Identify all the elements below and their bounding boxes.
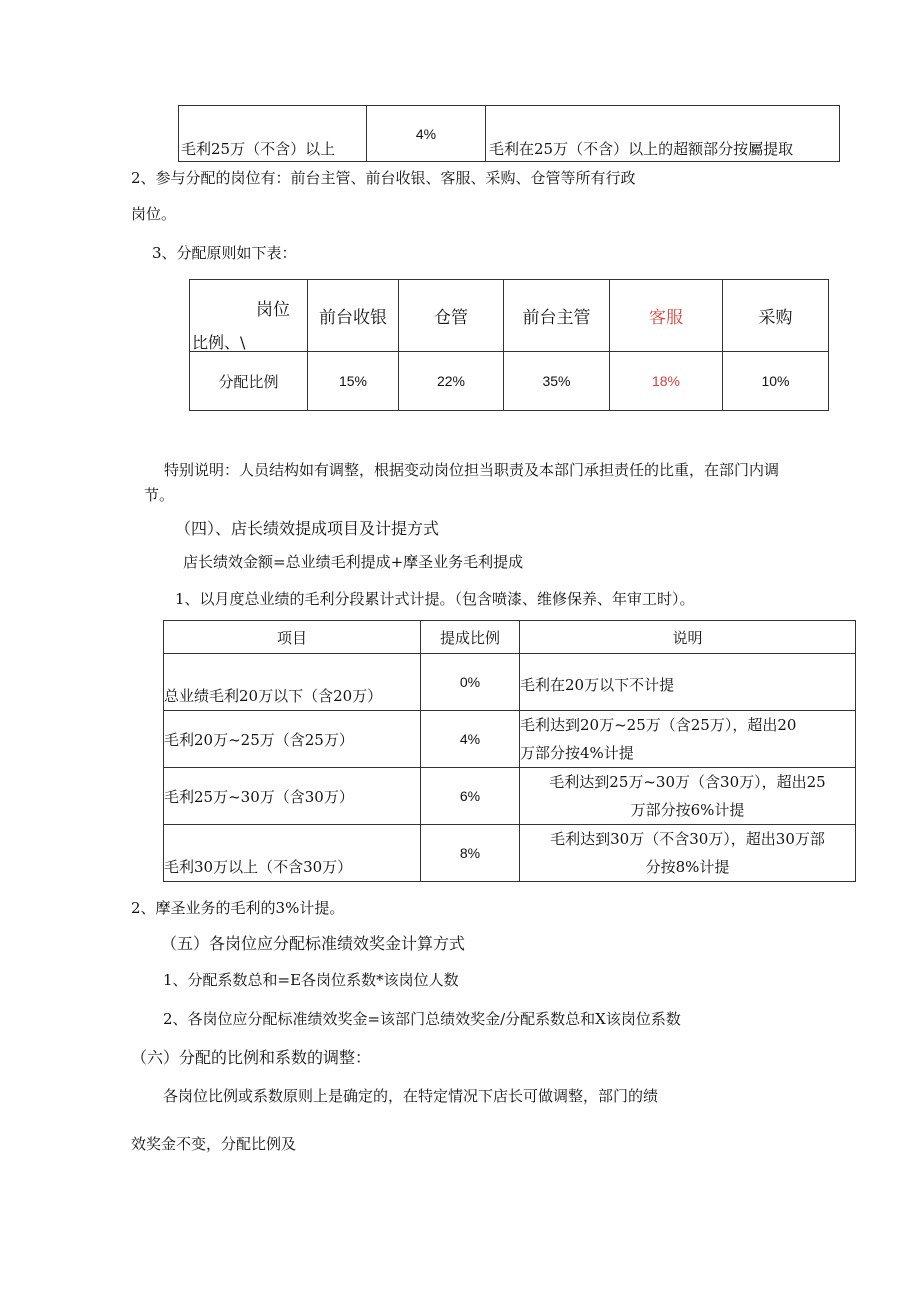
mgr-row3-rate: 6%: [421, 768, 520, 825]
mgr-row1-note: [520, 654, 856, 711]
mgr-header-item: 项目: [164, 621, 421, 654]
ratio-row-label: 分配比例: [190, 352, 308, 411]
section6-title: （六）分配的比例和系数的调整：: [131, 1048, 372, 1067]
ratio-value-cashier: 15%: [308, 352, 399, 411]
mgr-row1-item: 总业绩毛利20万以下（含20万）: [164, 654, 421, 711]
ratio-value-customer-service: 18%: [610, 352, 723, 411]
mgr-row1-rate: 0%: [421, 654, 520, 711]
ratio-header-position: 岗位: [256, 300, 290, 320]
mgr-row2-note-line1: 毛利达到20万~25万（含25万），超出20: [520, 716, 797, 734]
mgr-row4-note-line1: 毛利达到30万（不含30万），超出30万部: [550, 830, 825, 848]
section6-text-line1: 各岗位比例或系数原则上是确定的，在特定情况下店长可做调整，部门的绩: [163, 1087, 659, 1105]
ratio-col-purchasing: 采购: [723, 280, 829, 352]
mgr-row3-note-line1: 毛利达到25万~30万（含30万），超出25: [549, 773, 826, 791]
principle-heading: 3、分配原则如下表：: [152, 244, 297, 262]
mgr-row4-note: [520, 825, 856, 882]
section4-item1: 1、以月度总业绩的毛利分段累计式计提。（包含喷漆、维修保养、年审工时）。: [175, 590, 695, 608]
section5-item2: 2、各岗位应分配标准绩效奖金=该部门总绩效奖金/分配系数总和X该岗位系数: [163, 1010, 681, 1028]
section4-title: （四）、店长绩效提成项目及计提方式: [175, 519, 440, 538]
ratio-header-ratio: 比例、\: [192, 333, 246, 352]
section5-title: （五）各岗位应分配标准绩效奖金计算方式: [161, 934, 466, 953]
top-table-rate: 4%: [367, 106, 486, 162]
ratio-header-corner: [190, 280, 308, 352]
mgr-row2-rate: 4%: [421, 711, 520, 768]
positions-paragraph-line1: 2、参与分配的岗位有：前台主管、前台收银、客服、采购、仓管等所有行政: [131, 169, 636, 187]
section4-formula: 店长绩效金额=总业绩毛利提成+摩圣业务毛利提成: [183, 553, 524, 571]
mgr-row2-item: 毛利20万~25万（含25万）: [164, 711, 421, 768]
section6-text-line2: 效奖金不变，分配比例及: [131, 1135, 297, 1153]
ratio-value-purchasing: 10%: [723, 352, 829, 411]
mgr-row2-note-line2: 万部分按4%计提: [520, 744, 634, 762]
ratio-col-customer-service: 客服: [610, 280, 723, 352]
special-note-line2: 节。: [144, 486, 175, 504]
mgr-row4-rate: 8%: [421, 825, 520, 882]
table-row: [164, 711, 856, 768]
section5-item1: 1、分配系数总和=E各岗位系数*该岗位人数: [163, 971, 459, 989]
mgr-row1-note-line1: 毛利在20万以下不计提: [520, 676, 675, 694]
ratio-value-front-supervisor: 35%: [504, 352, 610, 411]
ratio-col-front-supervisor: 前台主管: [504, 280, 610, 352]
mgr-row4-note-line2: 分按8%计提: [645, 858, 730, 876]
positions-paragraph-line2: 岗位。: [131, 205, 177, 223]
ratio-col-warehouse: 仓管: [399, 280, 504, 352]
section4-item2: 2、摩圣业务的毛利的3%计提。: [131, 899, 345, 917]
top-bonus-table: [178, 105, 840, 162]
mgr-row3-note: [520, 768, 856, 825]
top-table-item: 毛利25万（不含）以上: [179, 106, 367, 162]
mgr-row3-note-line2: 万部分按6%计提: [630, 801, 745, 819]
special-note-line1: 特别说明：人员结构如有调整，根据变动岗位担当职责及本部门承担责任的比重，在部门内调: [164, 461, 780, 479]
manager-commission-table: [163, 620, 856, 882]
mgr-row2-note: [520, 711, 856, 768]
mgr-header-note: 说明: [520, 621, 856, 654]
top-table-note: 毛利在25万（不含）以上的超额部分按屬提取: [486, 106, 840, 162]
table-row: [164, 825, 856, 882]
ratio-col-cashier: 前台收银: [308, 280, 399, 352]
table-row: [164, 654, 856, 711]
ratio-value-warehouse: 22%: [399, 352, 504, 411]
table-row: [164, 768, 856, 825]
mgr-row3-item: 毛利25万~30万（含30万）: [164, 768, 421, 825]
ratio-table: [189, 279, 829, 411]
mgr-header-rate: 提成比例: [421, 621, 520, 654]
mgr-row4-item: 毛利30万以上（不含30万）: [164, 825, 421, 882]
